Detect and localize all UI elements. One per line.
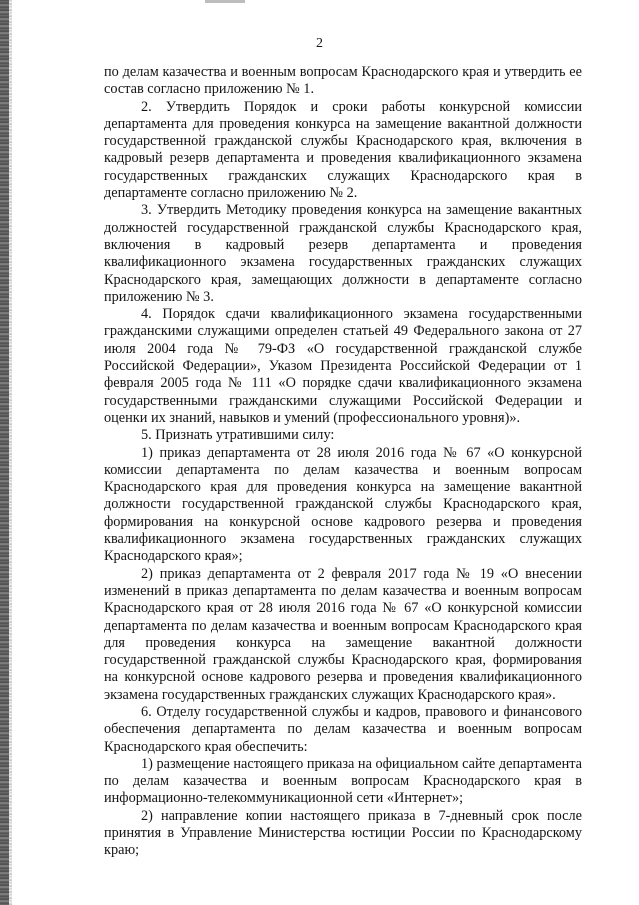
- paragraph-item-5-2: 2) приказ департамента от 2 февраля 2017 года № 19 «О внесении изменений в приказ департамента по делам казачества и военным вопросам Краснодарского края от 28 июля 2016 года № 67 «О конкурсной комиссии департамента по делам казачества и военным вопросам Краснодарского края для проведения конкурса на замещение вакантной должности государственной гражданской службы Краснодарского края, формирования на конкурсной основе кадрового резерва и проведения квалификационного экзамена государственных гражданских служащих Краснодарского края».: [104, 565, 582, 703]
- scan-edge-highlight: [9, 0, 12, 905]
- paragraph-item-4: 4. Порядок сдачи квалификационного экзамена государственными гражданскими служащими определен статьей 49 Федерального закона от 27 июля 2004 года № 79-ФЗ «О государственной гражданской службе Российской Федерации», Указом Президента Российской Федерации от 1 февраля 2005 года № 111 «О порядке сдачи квалификационного экзамена государственными гражданскими служащими Российской Федерации и оценки их знаний, навыков и умений (профессионального уровня)».: [104, 306, 582, 426]
- paragraph-item-2: 2. Утвердить Порядок и сроки работы конкурсной комиссии департамента для проведения конкурса на замещение вакантной должности государственной гражданской службы Краснодарского края, включения в кадровый резерв департамента и проведения квалификационного экзамена государственных гражданских служащих Краснодарского края в департаменте согласно приложению № 2.: [104, 98, 582, 202]
- scan-artifact: [205, 0, 245, 3]
- paragraph-item-6: 6. Отделу государственной службы и кадров, правового и финансового обеспечения департамента по делам казачества и военным вопросам Краснодарского края обеспечить:: [104, 703, 582, 755]
- paragraph-item-6-2: 2) направление копии настоящего приказа в 7-дневный срок после принятия в Управление Министерства юстиции России по Краснодарскому краю;: [104, 807, 582, 859]
- paragraph-item-3: 3. Утвердить Методику проведения конкурса на замещение вакантных должностей государственной гражданской службы Краснодарского края, включения в кадровый резерв департамента и проведения квалификационного экзамена государственных гражданских служащих Краснодарского края, замещающих должности в департаменте согласно приложению № 3.: [104, 202, 582, 305]
- scan-edge-shadow: [0, 0, 9, 905]
- paragraph-item-5: 5. Признать утратившими силу:: [141, 427, 335, 444]
- paragraph-1-continuation: по делам казачества и военным вопросам Краснодарского края и утвердить ее состав согласно приложению № 1.: [104, 64, 582, 98]
- page-number: 2: [316, 36, 323, 51]
- document-body: [104, 64, 582, 860]
- paragraph-item-5-1: 1) приказ департамента от 28 июля 2016 года № 67 «О конкурсной комиссии департамента по делам казачества и военным вопросам Краснодарского края для проведения конкурса на замещение вакантной должности государственной гражданской службы Краснодарского края, формирования на конкурсной основе кадрового резерва и проведения квалификационного экзамена государственных гражданских служащих Краснодарского края»;: [104, 444, 582, 565]
- paragraph-item-6-1: 1) размещение настоящего приказа на официальном сайте департамента по делам казачества и военным вопросам Краснодарского края в информационно-телекоммуникационной сети «Интернет»;: [104, 755, 582, 807]
